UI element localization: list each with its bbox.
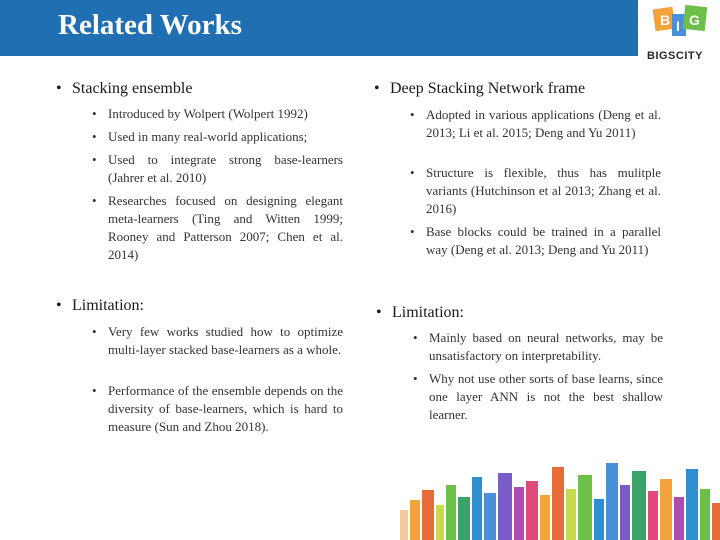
logo-mark-icon [638, 0, 720, 52]
right-heading: • Deep Stacking Network frame [390, 79, 585, 99]
left-limitation-heading: • Limitation: [72, 296, 144, 316]
right-item-3: • Base blocks could be trained in a parallel way (Deng et al. 2013; Deng and Yu 2011) [426, 223, 661, 259]
logo-text: BIGSCITY [647, 50, 703, 62]
right-item-1: • Adopted in various applications (Deng et al. 2013; Li et al. 2015; Deng and Yu 2011) [426, 106, 661, 142]
left-limitation-1: • Very few works studied how to optimize multi-layer stacked base-learners as a whole. [108, 323, 343, 359]
page-title: Related Works [58, 9, 242, 41]
right-item-2: • Structure is flexible, thus has mulitple variants (Hutchinson et al 2013; Zhang et al. 2016) [426, 164, 661, 218]
svg-text:B: B [660, 12, 671, 28]
left-item-1: • Introduced by Wolpert (Wolpert 1992) [108, 105, 343, 123]
left-limitation-2: • Performance of the ensemble depends on the diversity of base-learners, which is hard to measure (Sun and Zhou 2018). [108, 382, 343, 436]
svg-text:G: G [689, 12, 700, 28]
right-limitation-2: • Why not use other sorts of base learns, since one layer ANN is not the best shallow learner. [429, 370, 663, 424]
left-item-4: • Researches focused on designing elegant meta-learners (Ting and Witten 1999; Rooney and Patterson 2007; Chen et al. 2014) [108, 192, 343, 264]
right-limitation-1: • Mainly based on neural networks, may be unsatisfactory on interpretability. [429, 329, 663, 365]
svg-text:I: I [676, 18, 680, 34]
left-heading: • Stacking ensemble [72, 79, 192, 99]
right-limitation-heading: • Limitation: [392, 303, 464, 323]
city-skyline-decoration [400, 455, 720, 540]
left-item-2: • Used in many real-world applications; [108, 128, 343, 146]
left-item-3: • Used to integrate strong base-learners (Jahrer et al. 2010) [108, 151, 343, 187]
